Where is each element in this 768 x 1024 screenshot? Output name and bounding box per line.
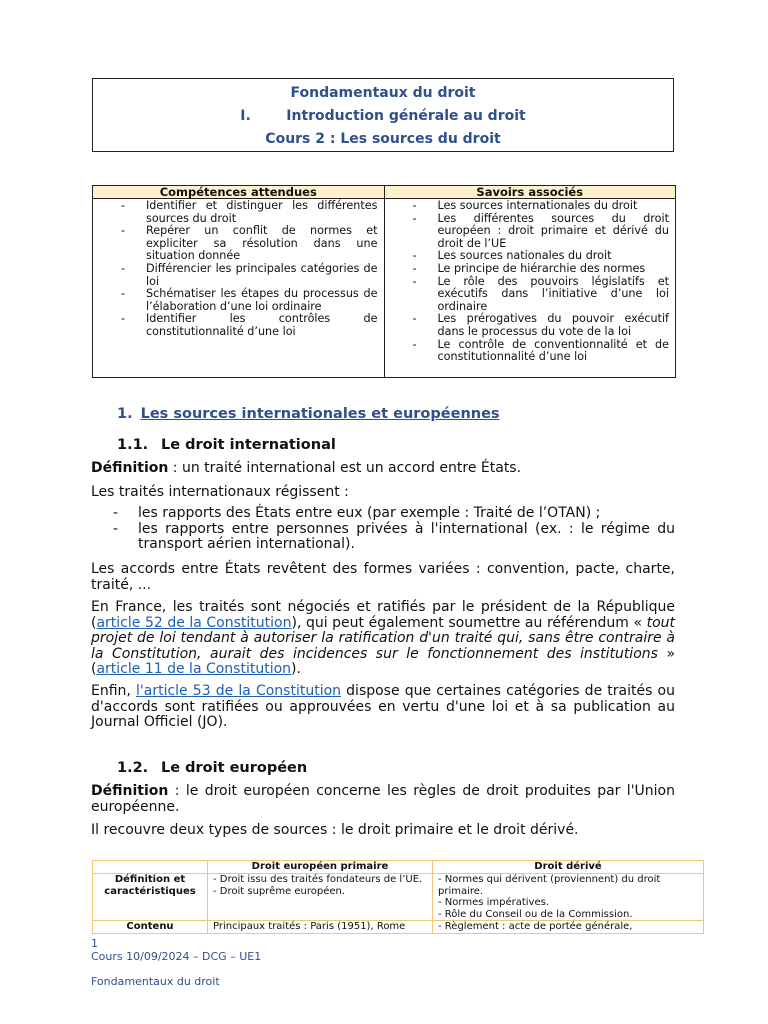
title-box: [92, 78, 674, 152]
primaire-header: Droit européen primaire: [208, 861, 433, 874]
text-run: En France, les traités sont négociés et ratifiés par le président de la République (: [91, 599, 675, 631]
list-item: - Le contrôle de conventionnalité et de constitutionnalité d’une loi: [391, 339, 670, 364]
definition-label: Définition: [91, 460, 169, 476]
text-run: » (: [91, 645, 676, 677]
list-item: - Repérer un conflit de normes et expliciter sa résolution dans une situation donnée: [99, 225, 378, 263]
row-head-contenu: Contenu: [93, 921, 208, 934]
row-head-definition: Définition et caractéristiques: [93, 874, 208, 921]
course-title: Cours 2 : Les sources du droit: [265, 131, 501, 147]
cell-line: - Normes impératives.: [438, 897, 550, 908]
list-item: - Schématiser les étapes du processus de l’élaboration d’une loi ordinaire: [99, 288, 378, 313]
chapter-number: I.: [240, 108, 251, 124]
savoirs-cell: [384, 199, 676, 378]
chapter-title-text: Introduction générale au droit: [286, 108, 526, 124]
section-1-2-heading: [117, 760, 307, 776]
treaties-list: [91, 506, 675, 553]
definition-text: : le droit européen concerne les règles de droit produites par l'Union européenne.: [91, 783, 675, 815]
document-subject-title: Fondamentaux du droit: [290, 85, 476, 101]
list-item: - Les prérogatives du pouvoir exécutif dans le processus du vote de la loi: [391, 313, 670, 338]
section-1-title: Les sources internationales et européennes: [140, 406, 500, 422]
article-52-link[interactable]: article 52 de la Constitution: [96, 614, 292, 631]
competences-header: Compétences attendues: [93, 186, 385, 199]
forms-paragraph: Les accords entre États revêtent des formes variées : convention, pacte, charte, traité, ...: [91, 561, 675, 593]
primaire-definition-cell: [208, 874, 433, 921]
text-run: ), qui peut également soumettre au référendum «: [291, 614, 647, 631]
chapter-title: [93, 108, 673, 124]
cell-line: - Rôle du Conseil ou de la Commission.: [438, 908, 633, 920]
list-item: - Les différentes sources du droit européen : droit primaire et dérivé du droit de l’UE: [391, 213, 670, 251]
competences-list: [99, 200, 378, 339]
section-1-1-title: Le droit international: [161, 437, 336, 453]
list-item: - les rapports entre personnes privées à l'international (ex. : le régime du transport aérien international).: [91, 522, 675, 553]
cell-line: - Droit suprême européen.: [213, 885, 346, 897]
list-item: - Identifier et distinguer les différentes sources du droit: [99, 200, 378, 225]
empty-header-cell: [93, 861, 208, 874]
treaties-intro: Les traités internationaux régissent :: [91, 484, 349, 500]
definition-international: [91, 461, 675, 477]
derive-contenu-cell: - Règlement : acte de portée générale,: [433, 921, 704, 934]
derive-definition-cell: [433, 874, 704, 921]
text-run: dispose que certaines catégories de traités ou d'accords sont ratifiées ou approuvées en vertu d'une loi et à sa publication au Journal Officiel (JO).: [91, 683, 675, 730]
list-item: - Les sources internationales du droit: [391, 200, 670, 213]
derive-header: Droit dérivé: [433, 861, 704, 874]
section-1-number: 1.: [117, 406, 133, 422]
savoirs-list: [391, 200, 670, 364]
list-item: - Le principe de hiérarchie des normes: [391, 263, 670, 276]
section-1-2-number: 1.2.: [117, 760, 149, 776]
footer-course-line: Cours 10/09/2024 – DCG – UE1: [91, 950, 262, 963]
article-53-link[interactable]: l'article 53 de la Constitution: [136, 683, 342, 699]
text-run: ).: [291, 661, 301, 677]
list-item: - les rapports des États entre eux (par exemple : Traité de l’OTAN) ;: [91, 506, 675, 522]
cell-line: - Droit issu des traités fondateurs de l’UE.: [213, 874, 423, 885]
primaire-contenu-cell: Principaux traités : Paris (1951), Rome: [208, 921, 433, 934]
enfin-paragraph: [91, 684, 675, 731]
competences-table: [92, 185, 676, 378]
article-11-link[interactable]: article 11 de la Constitution: [96, 661, 292, 677]
definition-label: Définition: [91, 783, 169, 799]
france-paragraph: [91, 600, 675, 678]
list-item: - Différencier les principales catégories de loi: [99, 263, 378, 288]
list-item: - Identifier les contrôles de constitutionnalité d’une loi: [99, 313, 378, 338]
competences-cell: [93, 199, 385, 378]
list-item: - Les sources nationales du droit: [391, 250, 670, 263]
section-1-1-heading: [117, 437, 336, 453]
eu-law-table: [92, 860, 704, 934]
list-item: - Le rôle des pouvoirs législatifs et exécutifs dans l’initiative d’une loi ordinaire: [391, 276, 670, 314]
treaties-bullets: [91, 506, 675, 553]
types-paragraph: Il recouvre deux types de sources : le droit primaire et le droit dérivé.: [91, 822, 579, 838]
savoirs-header: Savoirs associés: [384, 186, 676, 199]
definition-text: : un traité international est un accord entre États.: [168, 460, 522, 476]
section-1-2-title: Le droit européen: [161, 760, 308, 776]
section-1-1-number: 1.1.: [117, 437, 149, 453]
quote-text: tout projet de loi tendant à autoriser la ratification d'un traité qui, sans être contraire à la Constitution, aurait des incidences sur le fonctionnement des institutions: [91, 614, 675, 662]
definition-europeen: [91, 784, 675, 815]
section-1-heading: [117, 406, 500, 422]
text-run: Enfin,: [91, 683, 136, 699]
cell-line: - Normes qui dérivent (proviennent) du droit primaire.: [438, 874, 661, 897]
page-number: 1: [91, 937, 98, 950]
footer-subject: Fondamentaux du droit: [91, 975, 220, 988]
